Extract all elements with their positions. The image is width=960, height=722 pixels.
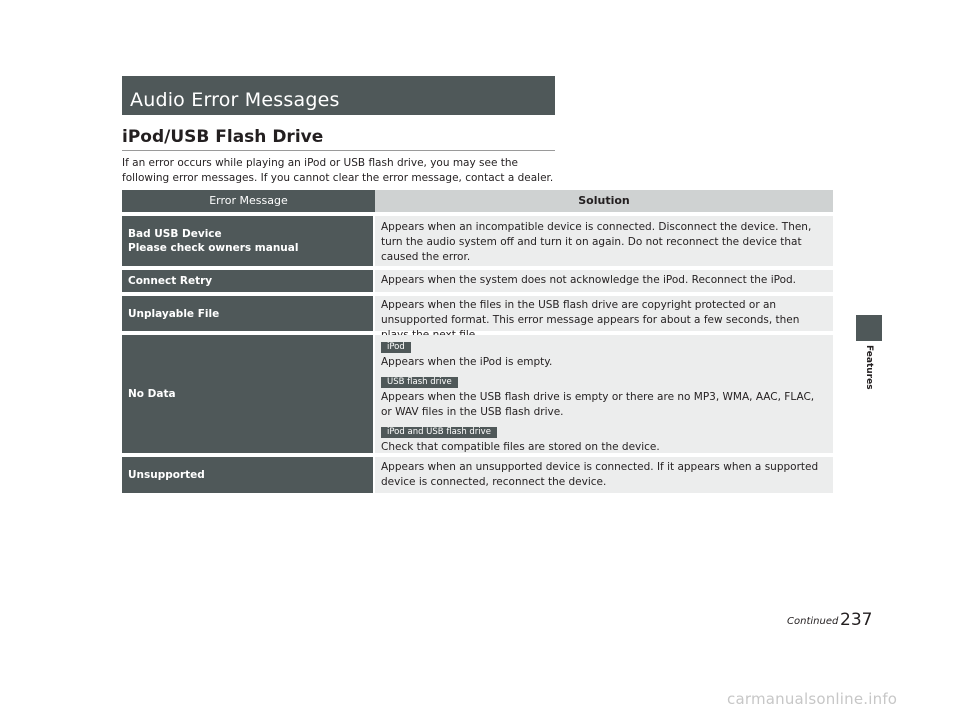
watermark: carmanualsonline.info — [727, 690, 898, 708]
device-badge: iPod and USB flash drive — [381, 427, 497, 438]
solution-block-ipod — [381, 339, 827, 370]
solution-block-usb — [381, 374, 827, 420]
error-message-cell: Unplayable File — [122, 296, 373, 331]
error-message-cell: Connect Retry — [122, 270, 373, 292]
solution-block-both — [381, 424, 827, 455]
solution-cell — [375, 335, 833, 453]
table-header — [122, 190, 833, 212]
solution-cell: Appears when the system does not acknowledge the iPod. Reconnect the iPod. — [375, 270, 833, 292]
error-message-cell: Bad USB Device Please check owners manual — [122, 216, 373, 266]
continued-label: Continued — [787, 616, 839, 627]
chapter-tab — [856, 315, 882, 341]
solution-text: Appears when the iPod is empty. — [381, 356, 553, 368]
table-row — [122, 216, 833, 266]
error-message-cell: Unsupported — [122, 457, 373, 493]
table-row — [122, 296, 833, 331]
chapter-tab-label: Features — [864, 345, 874, 390]
device-badge: USB flash drive — [381, 377, 458, 388]
header-solution: Solution — [375, 190, 833, 212]
page-number: 237 — [840, 610, 873, 630]
intro-paragraph: If an error occurs while playing an iPod or USB flash drive, you may see the following error messages. If you cannot clear the error message, contact a dealer. — [122, 157, 554, 184]
error-message-table — [122, 190, 833, 497]
subsection-title: iPod/USB Flash Drive — [122, 127, 555, 151]
solution-cell: Appears when an unsupported device is connected. If it appears when a supported device is connected, reconnect the device. — [375, 457, 833, 493]
solution-text: Appears when the USB flash drive is empty or there are no MP3, WMA, AAC, FLAC, or WAV files in the USB flash drive. — [381, 391, 815, 418]
header-error-message: Error Message — [122, 190, 375, 212]
solution-cell: Appears when an incompatible device is connected. Disconnect the device. Then, turn the audio system off and turn it on again. Do not reconnect the device that caused the error. — [375, 216, 833, 266]
error-message-cell: No Data — [122, 335, 373, 453]
table-row — [122, 270, 833, 292]
section-title: Audio Error Messages — [122, 76, 555, 115]
table-row — [122, 457, 833, 493]
solution-cell: Appears when the files in the USB flash drive are copyright protected or an unsupported format. This error message appears for about a few seconds, then — [375, 296, 833, 331]
device-badge: iPod — [381, 342, 411, 353]
solution-text: Check that compatible files are stored on the device. — [381, 441, 660, 453]
table-row — [122, 335, 833, 453]
